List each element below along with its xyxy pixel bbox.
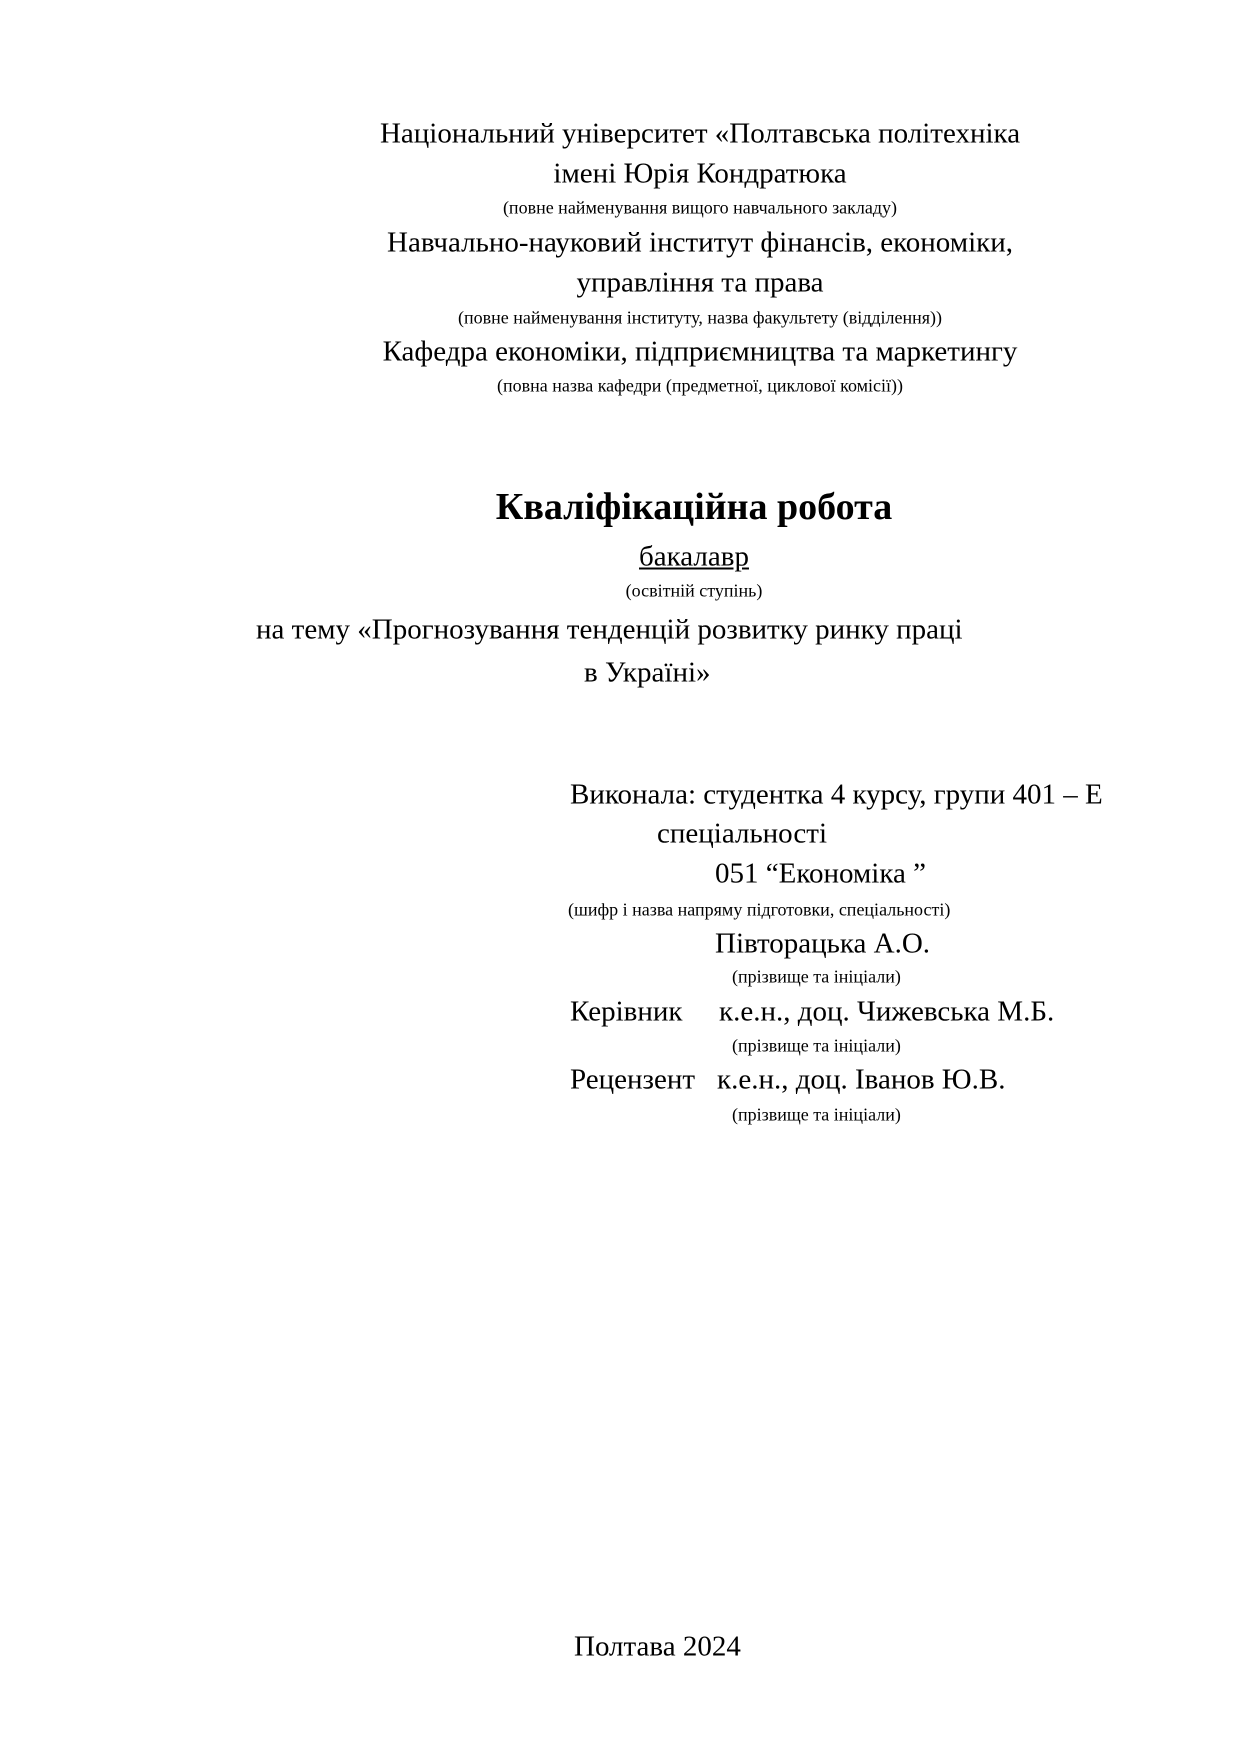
university-name: Національний університет «Полтавська політехніка [379,117,1021,150]
topic-line2: в Україні» [584,656,711,689]
institute-name-cont: управління та права [576,266,824,299]
supervisor-label: Керівник [570,995,683,1028]
degree-caption: (освітній ступінь) [625,580,763,601]
reviewer-caption: (прізвище та ініціали) [732,1104,901,1125]
supervisor-caption: (прізвище та ініціали) [732,1035,901,1056]
reviewer-name: к.е.н., доц. Іванов Ю.В. [717,1063,1006,1096]
author-line: Виконала: студентка 4 курсу, групи 401 – Е [570,778,1103,811]
university-caption: (повне найменування вищого навчального закладу) [502,197,898,218]
institute-name: Навчально-науковий інститут фінансів, економіки, [387,226,1013,259]
department-caption: (повна назва кафедри (предметної, циклової комісії)) [496,375,904,396]
university-name-cont: імені Юрія Кондратюка [553,157,847,190]
author-name: Півторацька А.О. [715,927,931,960]
work-title: Кваліфікаційна робота [495,486,893,528]
specialty-label: спеціальності [657,817,828,850]
specialty-caption: (шифр і назва напряму підготовки, спеціальності) [568,899,951,920]
topic-line1: на тему «Прогнозування тенденцій розвитку ринку праці [256,613,963,646]
department-name: Кафедра економіки, підприємництва та маркетингу [382,335,1018,368]
city-year: Полтава 2024 [574,1630,741,1663]
institute-caption: (повне найменування інституту, назва факультету (відділення)) [457,307,943,328]
supervisor-name: к.е.н., доц. Чижевська М.Б. [719,995,1055,1028]
reviewer-label: Рецензент [570,1063,696,1096]
author-name-caption: (прізвище та ініціали) [732,966,901,987]
degree-value: бакалавр [639,540,749,573]
degree [294,541,1094,574]
specialty-value: 051 “Економіка ” [715,857,926,890]
